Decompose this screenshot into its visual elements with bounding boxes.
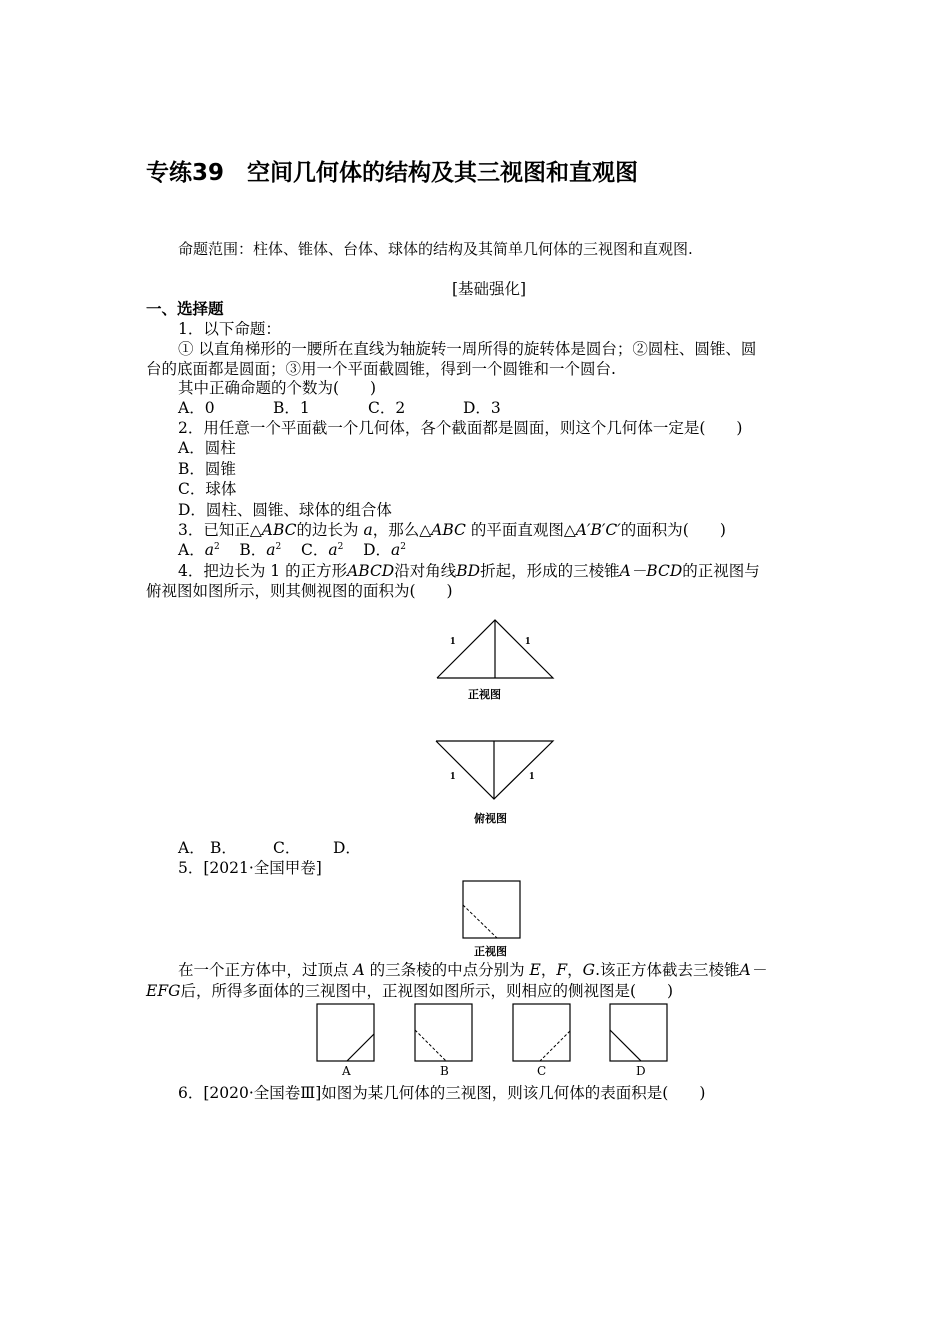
- q3-option-d: D．$a^2$: [363, 541, 406, 559]
- q3-option-b: B．$a^2$: [239, 541, 282, 559]
- q2-option-a: A．圆柱: [178, 439, 236, 457]
- q6-stem: 6．[2020·全国卷Ⅲ]如图为某几何体的三视图，则该几何体的表面积是( ): [178, 1084, 706, 1102]
- q4-stem: 4．把边长为 1 的正方形ABCD沿对角线BD折起，形成的三棱锥A－BCD的正视图与: [178, 562, 760, 580]
- q2-option-c: C．球体: [178, 480, 237, 498]
- q5-choice-b-figure[interactable]: [412, 1001, 476, 1065]
- q2-option-b: B．圆锥: [178, 460, 236, 478]
- q1-option-a: A．0: [178, 399, 215, 417]
- q5-front-view-figure: [460, 878, 524, 942]
- q1-option-b: B．1: [273, 399, 310, 417]
- q1-line2: 台的底面都是圆面；③用一个平面截圆锥，得到一个圆锥和一个圆台.: [146, 360, 616, 378]
- q5-stem: 5．[2021·全国甲卷]: [178, 859, 322, 877]
- q3-stem: 3．已知正△ABC的边长为 a，那么△ABC 的平面直观图△A′B′C′的面积为( ): [178, 521, 726, 539]
- q4-top-right-edge-label: 1: [529, 770, 535, 782]
- q5-choice-b-label: B: [440, 1064, 449, 1078]
- q4-front-left-edge-label: 1: [450, 635, 456, 647]
- q5-choice-c-figure[interactable]: [510, 1001, 574, 1065]
- q4-front-right-edge-label: 1: [525, 635, 531, 647]
- q3-options: [178, 540, 406, 560]
- q5-choice-c-label: C: [537, 1064, 547, 1078]
- q5-choice-a-label: A: [342, 1064, 351, 1078]
- q1-option-d: D．3: [463, 399, 501, 417]
- q4-option-a: A．: [178, 839, 205, 857]
- q1-option-c: C．2: [368, 399, 406, 417]
- page-title: 专练39 空间几何体的结构及其三视图和直观图: [146, 160, 639, 186]
- q3-option-c: C．$a^2$: [301, 541, 344, 559]
- q5-choice-a-figure[interactable]: [314, 1001, 378, 1065]
- q4-front-view-caption: 正视图: [468, 688, 501, 701]
- scope-text: 命题范围：柱体、锥体、台体、球体的结构及其简单几何体的三视图和直观图.: [178, 240, 693, 258]
- q3-option-a: A．$a^2$: [178, 541, 220, 559]
- section-tag: [基础强化]: [452, 280, 527, 298]
- q2-option-d: D．圆柱、圆锥、球体的组合体: [178, 501, 392, 519]
- q4-top-view-caption: 俯视图: [474, 812, 507, 825]
- q5-text-line2: EFG后，所得多面体的三视图中，正视图如图所示，则相应的侧视图是( ): [146, 982, 674, 1000]
- q1-line3: 其中正确命题的个数为( ): [178, 379, 377, 397]
- q4-option-b: B．: [210, 839, 237, 857]
- q4-option-d: D．: [333, 839, 361, 857]
- q5-text-line1: 在一个正方体中，过顶点 A 的三条棱的中点分别为 E，F，G.该正方体截去三棱锥A－: [178, 961, 767, 979]
- q4-option-c: C．: [273, 839, 301, 857]
- q1-line1: ① 以直角梯形的一腰所在直线为轴旋转一周所得的旋转体是圆台；②圆柱、圆锥、圆: [178, 340, 757, 358]
- q1-stem: 1．以下命题：: [178, 320, 281, 338]
- q5-choice-d-figure[interactable]: [607, 1001, 671, 1065]
- q5-front-view-caption: 正视图: [474, 945, 507, 958]
- q4-line2: 俯视图如图所示，则其侧视图的面积为( ): [146, 582, 453, 600]
- section-heading: 一、选择题: [146, 300, 224, 318]
- q4-top-left-edge-label: 1: [450, 770, 456, 782]
- q5-choice-d-label: D: [636, 1064, 646, 1078]
- q2-stem: 2．用任意一个平面截一个几何体，各个截面都是圆面，则这个几何体一定是( ): [178, 419, 743, 437]
